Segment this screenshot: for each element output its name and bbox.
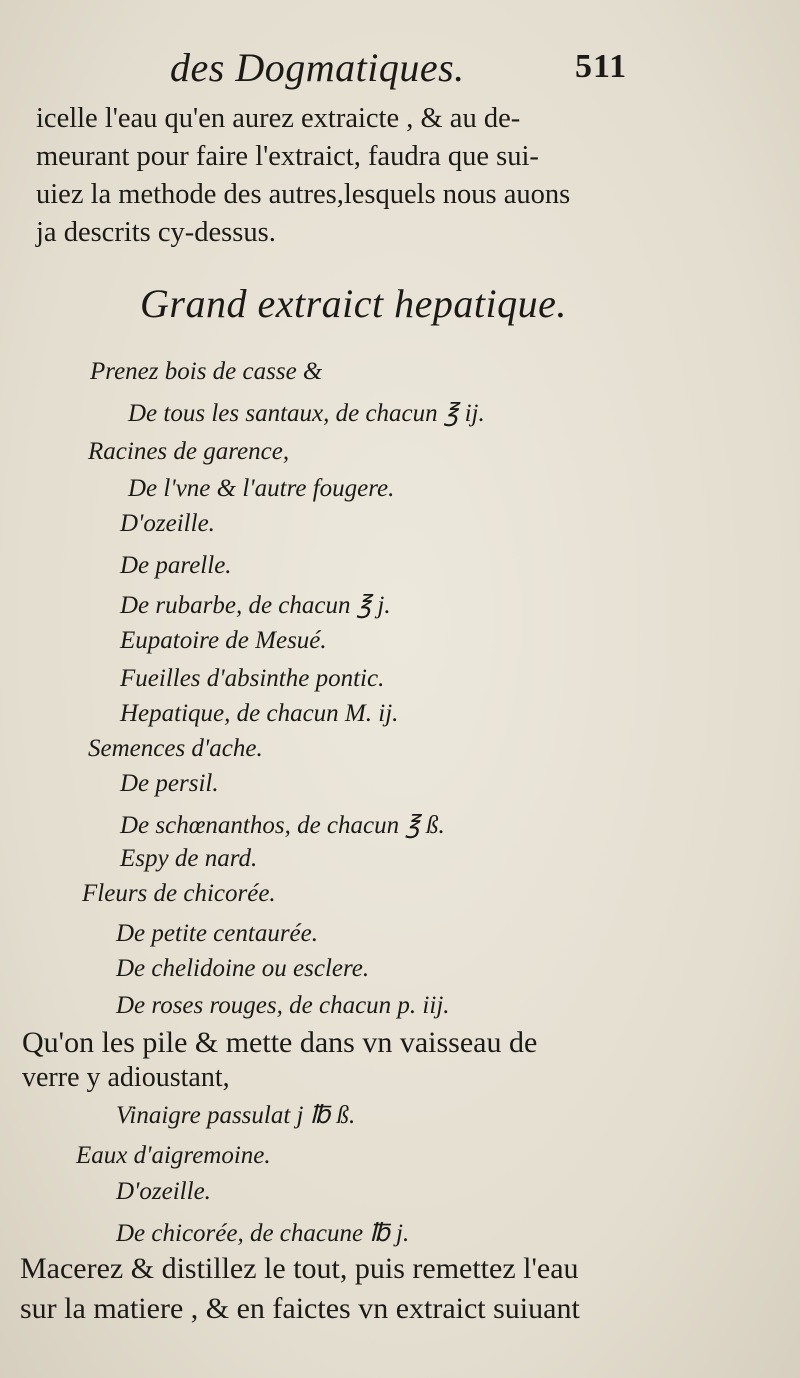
recipe-item: Fleurs de chicorée. <box>82 880 276 907</box>
recipe-item: Eaux d'aigremoine. <box>76 1142 271 1169</box>
recipe-item: De roses rouges, de chacun p. iij. <box>116 992 450 1019</box>
text-line: meurant pour faire l'extraict, faudra que sui- <box>36 141 539 172</box>
text-line: Macerez & distillez le tout, puis remettez l'eau <box>20 1252 579 1285</box>
recipe-item: Fueilles d'absinthe pontic. <box>120 665 385 692</box>
running-head: des Dogmatiques. <box>170 45 465 90</box>
recipe-item: De tous les santaux, de chacun ℥ ij. <box>128 400 485 427</box>
section-title: Grand extraict hepatique. <box>140 281 567 326</box>
recipe-item: De petite centaurée. <box>116 920 318 947</box>
recipe-item: Racines de garence, <box>88 438 290 465</box>
recipe-item: De schœnanthos, de chacun ℥ ß. <box>120 812 445 839</box>
recipe-item: De persil. <box>120 770 219 797</box>
text-line: verre y adioustant, <box>22 1062 230 1093</box>
text-line: icelle l'eau qu'en aurez extraicte , & au de- <box>36 103 521 134</box>
intro-paragraph <box>36 100 636 252</box>
recipe-item: Hepatique, de chacun M. ij. <box>120 700 399 727</box>
recipe-item: D'ozeille. <box>116 1178 211 1205</box>
recipe-item: Semences d'ache. <box>88 735 263 762</box>
page-number: 511 <box>575 48 628 85</box>
recipe-item: De chelidoine ou esclere. <box>116 955 370 982</box>
text-line: ja descrits cy-dessus. <box>36 217 276 248</box>
text-line: Qu'on les pile & mette dans vn vaisseau de <box>22 1026 538 1059</box>
recipe-item: Espy de nard. <box>120 845 258 872</box>
recipe-item: Eupatoire de Mesué. <box>120 627 327 654</box>
text-line: uiez la methode des autres,lesquels nous auons <box>36 179 571 210</box>
recipe-item: Vinaigre passulat j ℔ ß. <box>116 1102 356 1129</box>
recipe-item: D'ozeille. <box>120 510 215 537</box>
recipe-item: De parelle. <box>120 552 232 579</box>
recipe-item: De l'vne & l'autre fougere. <box>128 475 395 502</box>
text-line: sur la matiere , & en faictes vn extraict suiuant <box>20 1292 580 1325</box>
page-header <box>0 44 800 94</box>
recipe-item: Prenez bois de casse & <box>90 358 323 385</box>
recipe-item: De rubarbe, de chacun ℥ j. <box>120 592 391 619</box>
recipe-item: De chicorée, de chacune ℔ j. <box>116 1220 410 1247</box>
